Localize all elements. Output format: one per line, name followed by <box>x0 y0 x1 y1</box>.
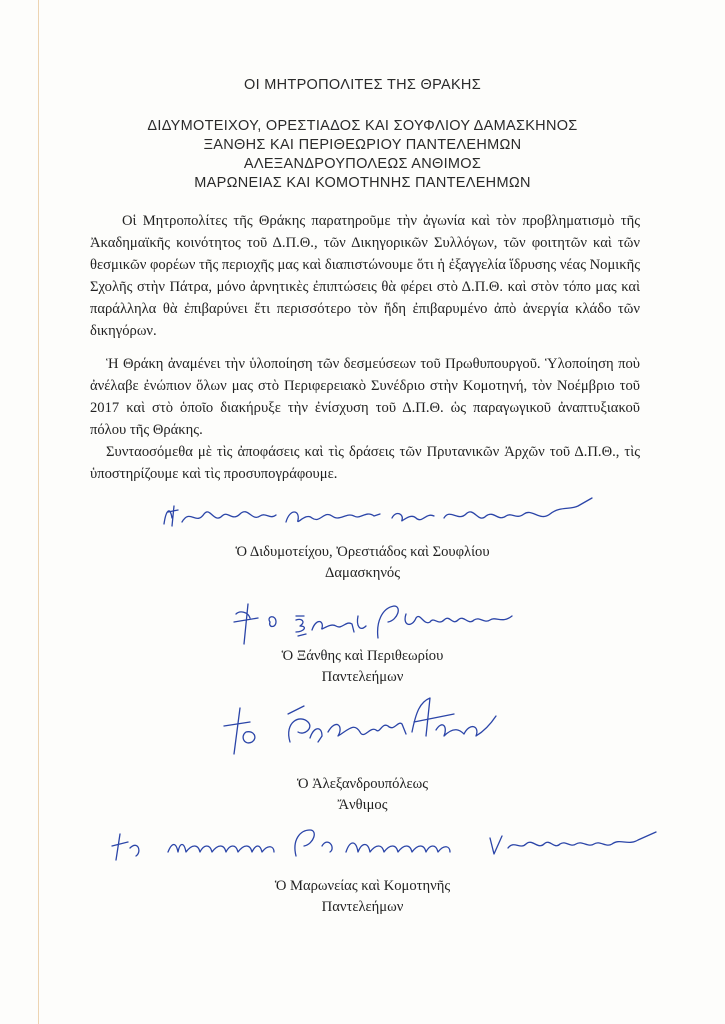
handwritten-signature <box>226 592 526 652</box>
signatory-title: Ὁ Ἀλεξανδρουπόλεως <box>296 776 429 792</box>
body-paragraph: Ἡ Θράκη ἀναμένει τὴν ὑλοποίηση τῶν δεσμεύσεων τοῦ Πρωθυπουργοῦ. Ὑλοποίηση ποὺ ἀνέλαβε ἐνώπιον ὅλων μας στὸ Περιφερειακὸ Συνέδριο στὴν Κομοτηνή, τὸν Νοέμβριο τοῦ 2017 καὶ στὸ ὁποῖο διακήρυξε τὴν ἐνίσχυση τοῦ Δ.Π.Θ. ὡς παραγωγικοῦ ἀναπτυξιακοῦ πόλου τῆς Θράκης. <box>90 356 640 438</box>
signatory-name: Δαμασκηνός <box>324 565 401 581</box>
handwritten-signature <box>160 488 600 538</box>
signatory-title: Ὁ Ξάνθης καὶ Περιθεωρίου <box>281 648 444 664</box>
signatory-title: Ὁ Διδυμοτείχου, Ὀρεστιάδος καὶ Σουφλίου <box>235 544 490 560</box>
metropolis-line: ΑΛΕΞΑΝΔΡΟΥΠΟΛΕΩΣ ΑΝΘΙΜΟΣ <box>243 156 482 172</box>
metropolises-list <box>0 117 725 193</box>
signatory-title: Ὁ Μαρωνείας καὶ Κομοτηνῆς <box>274 878 451 894</box>
body-paragraph: Συνταοσόμεθα μὲ τὶς ἀποφάσεις καὶ τὶς δράσεις τῶν Πρυτανικῶν Ἀρχῶν τοῦ Δ.Π.Θ., τὶς ὑποστηρίζουμε καὶ τὶς προσυπογράφουμε. <box>90 444 640 482</box>
metropolis-line: ΞΑΝΘΗΣ ΚΑΙ ΠΕΡΙΘΕΩΡΙΟΥ ΠΑΝΤΕΛΕΗΜΩΝ <box>203 137 522 153</box>
signatory-name: Ἄνθιμος <box>337 797 388 813</box>
document-title: ΟΙ ΜΗΤΡΟΠΟΛΙΤΕΣ ΤΗΣ ΘΡΑΚΗΣ <box>244 77 481 93</box>
handwritten-signature <box>218 692 508 768</box>
signatory-name: Παντελεήμων <box>321 669 404 685</box>
metropolis-line: ΜΑΡΩΝΕΙΑΣ ΚΑΙ ΚΟΜΟΤΗΝΗΣ ΠΑΝΤΕΛΕΗΜΩΝ <box>194 175 531 191</box>
handwritten-signature <box>108 818 668 868</box>
metropolis-line: ΔΙΔΥΜΟΤΕΙΧΟΥ, ΟΡΕΣΤΙΑΔΟΣ ΚΑΙ ΣΟΥΦΛΙΟΥ ΔΑΜΑΣΚΗΝΟΣ <box>147 118 578 134</box>
signatory-name: Παντελεήμων <box>321 899 404 915</box>
body-paragraph: Οἱ Μητροπολίτες τῆς Θράκης παρατηροῦμε τὴν ἀγωνία καὶ τὸν προβληματισμὸ τῆς Ἀκαδημαϊκῆς κοινότητος τοῦ Δ.Π.Θ., τῶν Δικηγορικῶν Συλλόγων, τῶν φοιτητῶν καὶ τῶν θεσμικῶν φορέων τῆς περιοχῆς μας καὶ διαπιστώνουμε ὅτι ἡ ἐξαγγελία ἵδρυσης νέας Νομικῆς Σχολῆς στὴν Πάτρα, μόνο ἀρνητικὲς ἐπιπτώσεις θὰ φέρει στὸ Δ.Π.Θ. καὶ στὸν τόπο μας καὶ παράλληλα θὰ ἐπιβαρύνει ἔτι περισσότερο τὸν ἤδη ἐπιβαρυμένο ἀπὸ ἀνεργία κλάδο τῶν δικηγόρων. <box>90 213 640 339</box>
